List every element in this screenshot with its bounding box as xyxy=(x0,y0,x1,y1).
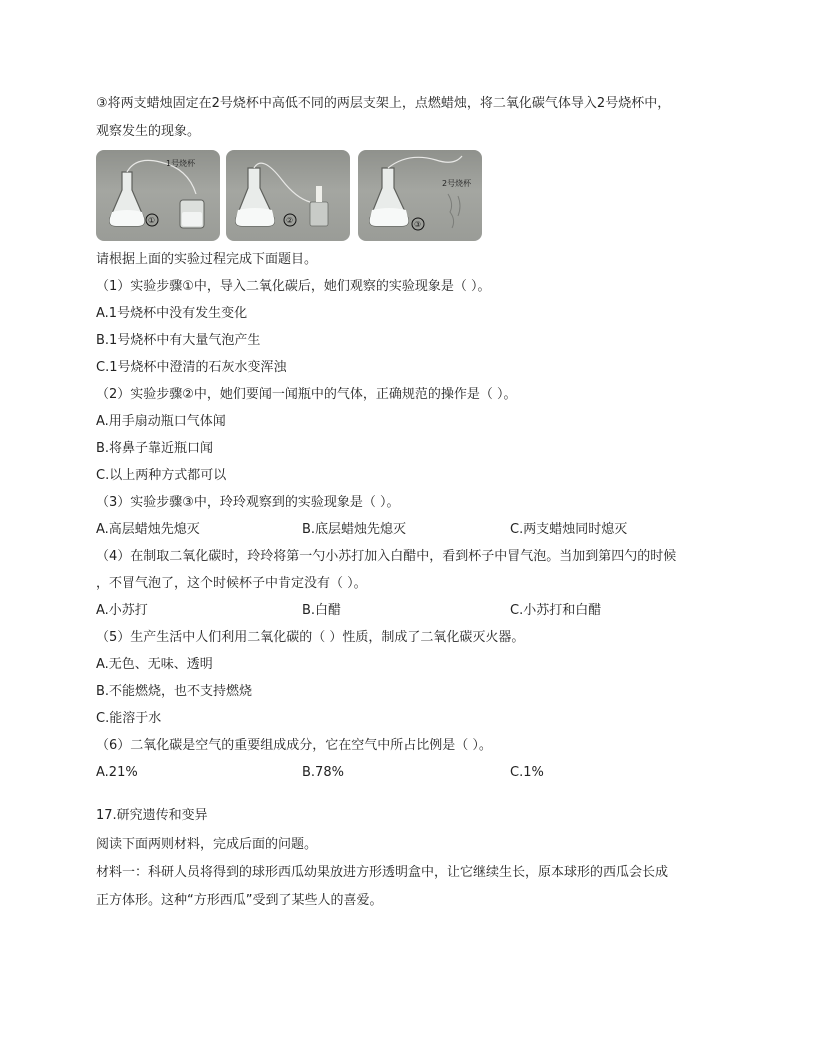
question-4-option-b: B.白醋 xyxy=(302,603,342,618)
experiment-photo-3 xyxy=(358,150,482,241)
question-4-option-c: C.小苏打和白醋 xyxy=(510,603,602,618)
question-1-option-b: B.1号烧杯中有大量气泡产生 xyxy=(96,333,261,348)
question-5-option-b: B.不能燃烧，也不支持燃烧 xyxy=(96,684,253,699)
material-1-line-1: 材料一：科研人员将得到的球形西瓜幼果放进方形透明盒中，让它继续生长，原本球形的西瓜会长成 xyxy=(96,865,669,880)
experiment-photo-2 xyxy=(226,150,350,241)
question-6-option-a: A.21% xyxy=(96,765,138,780)
question-3-stem: （3）实验步骤③中，玲玲观察到的实验现象是（ ）。 xyxy=(96,495,400,510)
question-5-option-a: A.无色、无味、透明 xyxy=(96,657,213,672)
question-3-option-c: C.两支蜡烛同时熄灭 xyxy=(510,522,628,537)
photo-2-number: ② xyxy=(286,216,294,225)
intro-line-1: ③将两支蜡烛固定在2号烧杯中高低不同的两层支架上，点燃蜡烛，将二氧化碳气体导入2号烧杯中， xyxy=(96,96,671,111)
question-6-option-b: B.78% xyxy=(302,765,344,780)
question-6-option-c: C.1% xyxy=(510,765,544,780)
question-3-option-b: B.底层蜡烛先熄灭 xyxy=(302,522,407,537)
question-6-stem: （6）二氧化碳是空气的重要组成成分，它在空气中所占比例是（ ）。 xyxy=(96,738,492,753)
question-2-option-a: A.用手扇动瓶口气体闻 xyxy=(96,414,226,429)
question-1-option-c: C.1号烧杯中澄清的石灰水变浑浊 xyxy=(96,360,287,375)
question-2-option-b: B.将鼻子靠近瓶口闻 xyxy=(96,441,214,456)
question-1-stem: （1）实验步骤①中，导入二氧化碳后，她们观察的实验现象是（ ）。 xyxy=(96,279,491,294)
material-1-line-2: 正方体形。这种“方形西瓜”受到了某些人的喜爱。 xyxy=(96,893,383,908)
instruction: 请根据上面的实验过程完成下面题目。 xyxy=(96,252,318,267)
photo-3-number: ③ xyxy=(414,220,422,229)
section-17-title: 17.研究遗传和变异 xyxy=(96,808,208,823)
question-3-option-a: A.高层蜡烛先熄灭 xyxy=(96,522,200,537)
question-4-option-a: A.小苏打 xyxy=(96,603,148,618)
question-5-option-c: C.能溶于水 xyxy=(96,711,162,726)
photo-1-number: ① xyxy=(148,216,156,225)
question-2-stem: （2）实验步骤②中，她们要闻一闻瓶中的气体，正确规范的操作是（ ）。 xyxy=(96,387,517,402)
photo-1-tag: 1号烧杯 xyxy=(166,159,196,168)
question-4-stem-line-1: （4）在制取二氧化碳时，玲玲将第一勺小苏打加入白醋中，看到杯子中冒气泡。当加到第四勺的时候 xyxy=(96,549,677,564)
intro-line-2: 观察发生的现象。 xyxy=(96,124,201,139)
question-1-option-a: A.1号烧杯中没有发生变化 xyxy=(96,306,248,321)
question-2-option-c: C.以上两种方式都可以 xyxy=(96,468,227,483)
experiment-photo-1 xyxy=(96,150,220,241)
photo-3-tag: 2号烧杯 xyxy=(442,179,472,188)
experiment-photos xyxy=(96,150,490,241)
question-5-stem: （5）生产生活中人们利用二氧化碳的（ ）性质，制成了二氧化碳灭火器。 xyxy=(96,630,525,645)
section-17-instruction: 阅读下面两则材料，完成后面的问题。 xyxy=(96,837,318,852)
question-4-stem-line-2: ，不冒气泡了，这个时候杯子中肯定没有（ ）。 xyxy=(96,576,367,591)
